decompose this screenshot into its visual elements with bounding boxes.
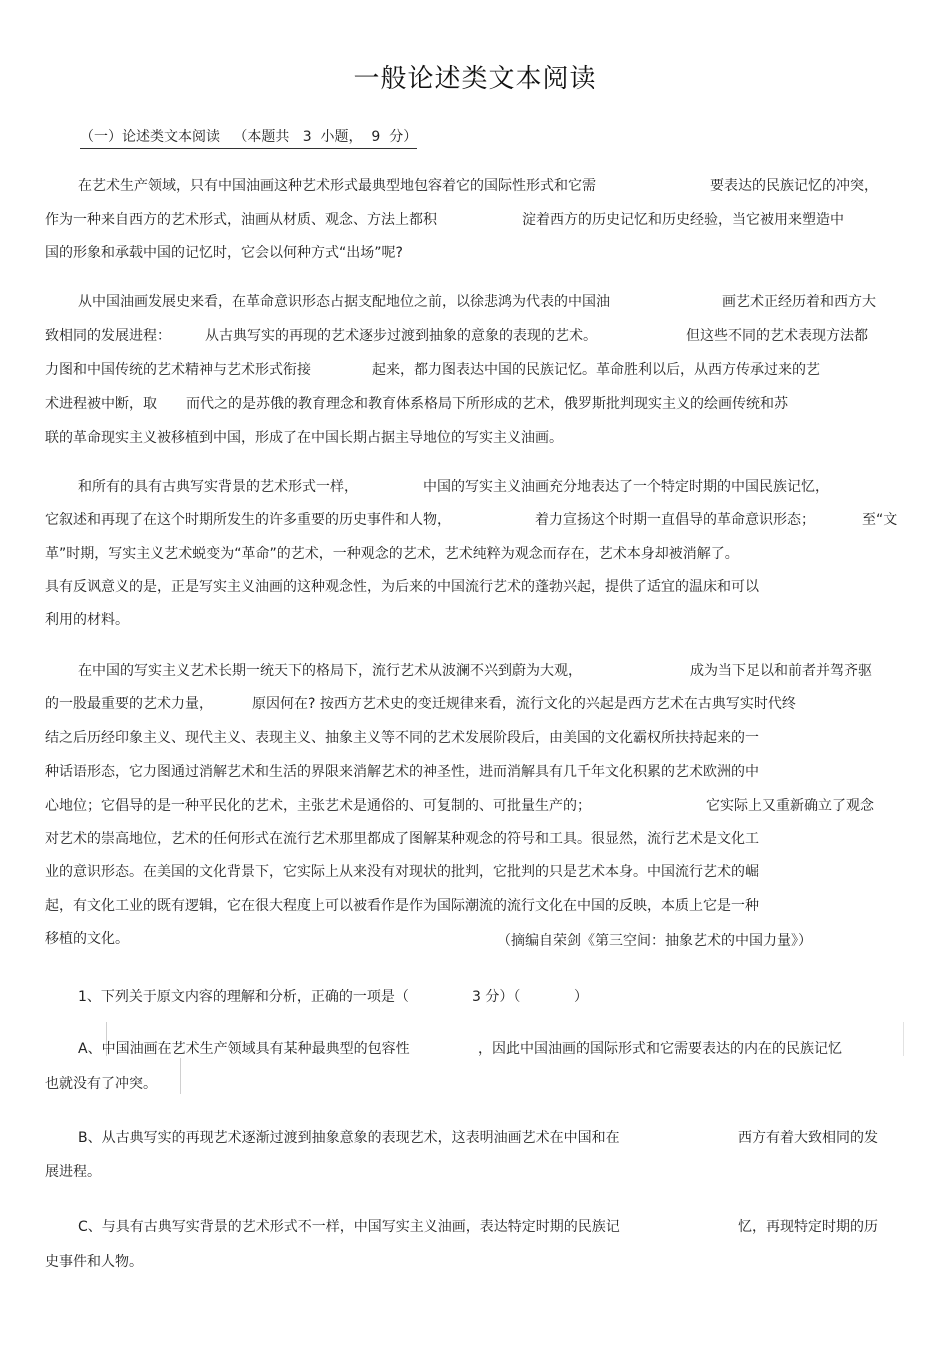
option-c-text: 史事件和人物。 — [45, 1254, 143, 1270]
passage-text: 成为当下足以和前者并驾齐驱 — [690, 663, 872, 679]
passage-text: 术进程被中断，取 — [45, 396, 157, 412]
passage-text: 它叙述和再现了在这个时期所发生的许多重要的历史事件和人物， — [45, 512, 451, 528]
passage-text: 在艺术生产领域，只有中国油画这种艺术形式最典型地包容着它的国际性形式和它需 — [78, 178, 596, 194]
passage-text: 从古典写实的再现的艺术逐步过渡到抽象的意象的表现的艺术。 — [205, 328, 597, 344]
passage-text: 原因何在? 按西方艺术史的变迁规律来看，流行文化的兴起是西方艺术在古典写实时代终 — [252, 696, 796, 712]
option-b-text: 展进程。 — [45, 1164, 101, 1180]
question-points: 3 分）（ — [472, 989, 521, 1005]
passage-text: 着力宣扬这个时期一直倡导的革命意识形态； — [535, 512, 815, 528]
passage-text: 而代之的是苏俄的教育理念和教育体系格局下所形成的艺术，俄罗斯批判现实主义的绘画传统和苏 — [186, 396, 788, 412]
passage-text: 至“文 — [862, 512, 898, 528]
passage-text: 力图和中国传统的艺术精神与艺术形式衔接 — [45, 362, 311, 378]
passage-text: 它实际上又重新确立了观念 — [706, 798, 874, 814]
option-c-text: C、与具有古典写实背景的艺术形式不一样，中国写实主义油画，表达特定时期的民族记 — [78, 1219, 620, 1235]
passage-text: 种话语形态，它力图通过消解艺术和生活的界限来消解艺术的神圣性，进而消解具有几千年文化积累的艺术欧洲的中 — [45, 764, 759, 780]
option-c-text: 忆，再现特定时期的历 — [738, 1219, 878, 1235]
passage-text: 但这些不同的艺术表现方法都 — [686, 328, 868, 344]
passage-text: 起来，都力图表达中国的民族记忆。革命胜利以后，从西方传承过来的艺 — [372, 362, 820, 378]
passage-text: 的一股最重要的艺术力量， — [45, 696, 213, 712]
option-b-text: B、从古典写实的再现艺术逐渐过渡到抽象意象的表现艺术，这表明油画艺术在中国和在 — [78, 1130, 620, 1146]
passage-text: 淀着西方的历史记忆和历史经验，当它被用来塑造中 — [522, 212, 844, 228]
passage-text: 国的形象和承载中国的记忆时，它会以何种方式“出场”呢? — [45, 245, 403, 261]
passage-text: 画艺术正经历着和西方大 — [722, 294, 876, 310]
question-stem: 1、下列关于原文内容的理解和分析，正确的一项是（ — [78, 989, 409, 1005]
option-a-text: 也就没有了冲突。 — [45, 1076, 157, 1092]
source-citation: （摘编自荣剑《第三空间：抽象艺术的中国力量》） — [497, 933, 812, 949]
passage-text: 移植的文化。 — [45, 931, 129, 947]
passage-text: 起，有文化工业的既有逻辑，它在很大程度上可以被看作是作为国际潮流的流行文化在中国的反映，本质上它是一种 — [45, 898, 759, 914]
passage-text: 心地位；它倡导的是一种平民化的艺术，主张艺术是通俗的、可复制的、可批量生产的； — [45, 798, 591, 814]
passage-text: 作为一种来自西方的艺术形式，油画从材质、观念、方法上都积 — [45, 212, 437, 228]
section-header: （一）论述类文本阅读 （本题共 3 小题， 9 分） — [80, 126, 417, 149]
passage-text: 结之后历经印象主义、现代主义、表现主义、抽象主义等不同的艺术发展阶段后，由美国的文化霸权所扶持起来的一 — [45, 730, 759, 746]
text-cursor-line — [180, 1058, 181, 1094]
option-b-text: 西方有着大致相同的发 — [738, 1130, 878, 1146]
passage-text: 和所有的具有古典写实背景的艺术形式一样， — [78, 479, 358, 495]
passage-text: 业的意识形态。在美国的文化背景下，它实际上从来没有对现状的批判，它批判的只是艺术本身。中国流行艺术的崛 — [45, 864, 759, 880]
passage-text: 革”时期，写实主义艺术蜕变为“革命”的艺术，一种观念的艺术，艺术纯粹为观念而存在，艺术本身却被消解了。 — [45, 546, 739, 562]
option-a-text: A、中国油画在艺术生产领域具有某种最典型的包容性 — [78, 1041, 410, 1057]
passage-text: 联的革命现实主义被移植到中国，形成了在中国长期占据主导地位的写实主义油画。 — [45, 430, 563, 446]
passage-text: 在中国的写实主义艺术长期一统天下的格局下，流行艺术从波澜不兴到蔚为大观， — [78, 663, 582, 679]
page-title: 一般论述类文本阅读 — [353, 64, 597, 94]
passage-text: 对艺术的崇高地位，艺术的任何形式在流行艺术那里都成了图解某种观念的符号和工具。很显然，流行艺术是文化工 — [45, 831, 759, 847]
passage-text: 具有反讽意义的是，正是写实主义油画的这种观念性，为后来的中国流行艺术的蓬勃兴起，提供了适宜的温床和可以 — [45, 579, 759, 595]
passage-text: 利用的材料。 — [45, 612, 129, 628]
option-a-text: ，因此中国油画的国际形式和它需要表达的内在的民族记忆 — [478, 1041, 842, 1057]
passage-text: 从中国油画发展史来看，在革命意识形态占据支配地位之前，以徐悲鸿为代表的中国油 — [78, 294, 610, 310]
passage-text: 中国的写实主义油画充分地表达了一个特定时期的中国民族记忆， — [423, 479, 829, 495]
passage-text: 要表达的民族记忆的冲突， — [710, 178, 878, 194]
passage-text: 致相同的发展进程： — [45, 328, 171, 344]
question-answer-close: ） — [574, 989, 588, 1005]
